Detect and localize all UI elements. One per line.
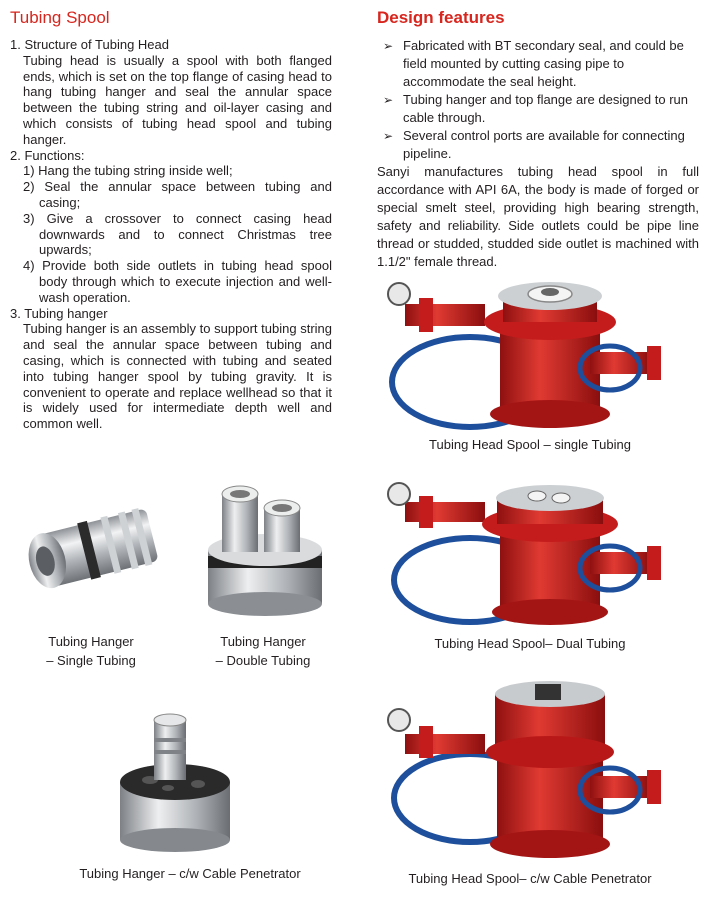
section-1-heading: 1. Structure of Tubing Head [10, 37, 169, 52]
function-2: 2) Seal the annular space between tubing and casing; [23, 179, 332, 210]
feature-item [377, 37, 699, 91]
tubing-head-spool-single-image [385, 272, 675, 432]
tubing-hanger-double-image [200, 470, 330, 620]
arrow-bullet-icon: ➢ [383, 39, 394, 53]
caption-hanger-double [198, 632, 328, 670]
caption-hanger-cable: Tubing Hanger – c/w Cable Penetrator [79, 866, 301, 881]
caption-hanger-single-line1: Tubing Hanger [48, 634, 134, 649]
caption-hanger-single-line2: – Single Tubing [46, 653, 136, 668]
caption-hanger-double-line2: – Double Tubing [215, 653, 311, 668]
manufacturer-intro: Sanyi manufactures tubing head spool in full accordance with API 6A, the body is made of forged or special smelt steel, providing high bearing strength, safety and reliability. Side outlets could be pipe line thread or studded, studded side outlet is machined with 1.1/2" female thread. [377, 164, 699, 269]
caption-spool-cable: Tubing Head Spool– c/w Cable Penetrator [408, 871, 652, 886]
feature-item [377, 91, 699, 127]
feature-item [377, 127, 699, 163]
tubing-hanger-single-image [14, 495, 166, 605]
arrow-bullet-icon: ➢ [383, 93, 394, 107]
caption-spool-single: Tubing Head Spool – single Tubing [429, 437, 631, 452]
tubing-head-spool-dual-image [385, 480, 675, 630]
design-features-text [377, 37, 699, 271]
tubing-hanger-cable-image [110, 708, 240, 858]
section-title-design-features: Design features [377, 8, 505, 27]
tubing-head-spool-cable-image [385, 680, 675, 865]
feature-text: Tubing hanger and top flange are designed to run cable through. [403, 92, 689, 125]
function-4: 4) Provide both side outlets in tubing head spool body through which to execute injection and well-wash operation. [23, 258, 332, 305]
function-3: 3) Give a crossover to connect casing head downwards and to connect Christmas tree upwards; [23, 210, 332, 258]
tubing-spool-text [10, 37, 332, 432]
section-title-tubing-spool: Tubing Spool [10, 8, 110, 27]
caption-hanger-single [26, 632, 156, 670]
function-1: 1) Hang the tubing string inside well; [23, 163, 233, 179]
section-3-heading: 3. Tubing hanger [10, 305, 108, 321]
feature-text: Several control ports are available for connecting pipeline. [403, 128, 685, 161]
caption-hanger-double-line1: Tubing Hanger [220, 634, 306, 649]
arrow-bullet-icon: ➢ [383, 129, 394, 143]
caption-spool-dual: Tubing Head Spool– Dual Tubing [434, 636, 626, 651]
section-3-text: Tubing hanger is an assembly to support tubing string and seal the annular space between tubing and casing, which is connected with tubing and seated into tubing hanger spool by tubing gravity. It is convenient to operate and replace wellhead so that it is widely used for intermediate depth well and common well. [23, 321, 332, 432]
feature-text: Fabricated with BT secondary seal, and could be field mounted by cutting casing pipe to accommodate the seal height. [403, 38, 684, 89]
section-2-heading: 2. Functions: [10, 147, 85, 163]
section-1-text: Tubing head is usually a spool with both flanged ends, which is set on the top flange of casing head to hang tubing hanger and seal the annular space between the tubing string and oil-layer casing and which consists of tubing head spool and tubing hanger. [23, 52, 332, 147]
